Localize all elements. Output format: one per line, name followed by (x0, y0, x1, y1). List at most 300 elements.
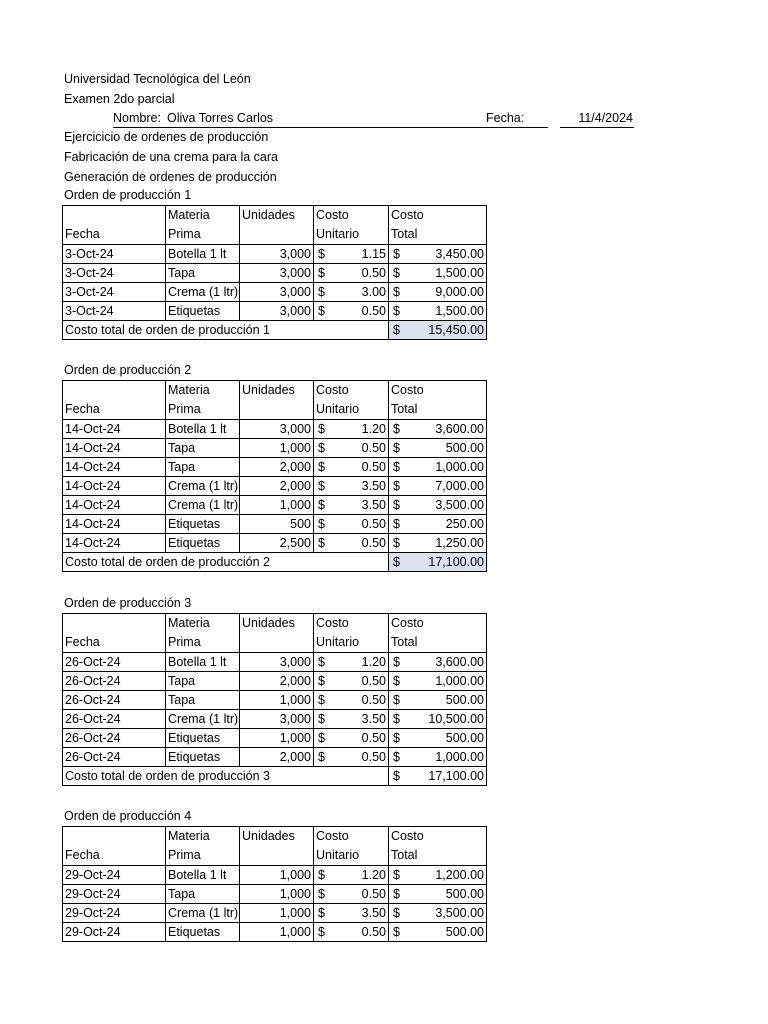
unidades-cell: 1,000 (240, 866, 314, 885)
costo-total-header-bottom: Total (389, 633, 487, 653)
costo-unitario-cell-value: 0.50 (361, 693, 386, 707)
fecha-cell: 14-Oct-24 (63, 477, 166, 496)
costo-total-header-bottom: Total (389, 400, 487, 420)
costo-total-cell-value: 1,000.00 (435, 460, 484, 474)
costo-total-cell-wrap (391, 923, 484, 941)
costo-total-cell-wrap (391, 302, 484, 320)
costo-unitario-cell-wrap (316, 904, 386, 922)
costo-unitario-cell-value: 1.20 (361, 655, 386, 669)
currency-symbol: $ (393, 731, 400, 745)
unidades-cell: 1,000 (240, 439, 314, 458)
header-row (63, 400, 487, 420)
university-name: Universidad Tecnológica del León (64, 72, 251, 86)
currency-symbol: $ (393, 304, 400, 318)
costo-unitario-header-top: Costo (314, 614, 389, 634)
fecha-header-top (63, 827, 166, 847)
order-total-label: Costo total de orden de producción 2 (63, 553, 389, 572)
currency-symbol: $ (393, 323, 400, 337)
costo-total-cell-wrap (391, 653, 484, 671)
table-row (63, 534, 487, 553)
order-total-cell-wrap (391, 553, 484, 571)
fecha-cell: 29-Oct-24 (63, 923, 166, 942)
currency-symbol: $ (393, 498, 400, 512)
exam-title: Examen 2do parcial (64, 92, 175, 106)
costo-total-header-bottom: Total (389, 846, 487, 866)
costo-total-cell-value: 500.00 (445, 441, 484, 455)
fecha-cell: 3-Oct-24 (63, 302, 166, 321)
table-row (63, 710, 487, 729)
header-row (63, 225, 487, 245)
costo-total-cell-wrap (391, 283, 484, 301)
header-row (63, 827, 487, 847)
unidades-cell: 2,500 (240, 534, 314, 553)
fecha-header-top (63, 381, 166, 401)
materia-cell: Tapa (166, 458, 240, 477)
costo-total-cell-value: 250.00 (445, 517, 484, 531)
currency-symbol: $ (393, 655, 400, 669)
costo-unitario-cell-wrap (316, 729, 386, 747)
order-title: Orden de producción 3 (64, 596, 192, 610)
unidades-cell: 1,000 (240, 923, 314, 942)
table-row (63, 923, 487, 942)
costo-unitario-cell-wrap (316, 439, 386, 457)
costo-unitario-cell-wrap (316, 710, 386, 728)
currency-symbol: $ (393, 460, 400, 474)
costo-total-cell-wrap (391, 672, 484, 690)
costo-unitario-cell-wrap (316, 885, 386, 903)
fecha-cell: 14-Oct-24 (63, 458, 166, 477)
fecha-header: Fecha (63, 633, 166, 653)
costo-total-cell-value: 7,000.00 (435, 479, 484, 493)
materia-header-top: Materia (166, 614, 240, 634)
costo-unitario-cell-value: 0.50 (361, 441, 386, 455)
table-row (63, 496, 487, 515)
fecha-cell: 29-Oct-24 (63, 904, 166, 923)
costo-unitario-cell-value: 0.50 (361, 731, 386, 745)
costo-total-cell-wrap (391, 866, 484, 884)
fecha-cell: 3-Oct-24 (63, 283, 166, 302)
table-row (63, 691, 487, 710)
materia-header-bottom: Prima (166, 633, 240, 653)
currency-symbol: $ (393, 555, 400, 569)
currency-symbol: $ (318, 517, 325, 531)
currency-symbol: $ (393, 285, 400, 299)
table-row (63, 439, 487, 458)
table-row (63, 904, 487, 923)
fecha-cell: 26-Oct-24 (63, 653, 166, 672)
fecha-header: Fecha (63, 846, 166, 866)
total-row (63, 767, 487, 786)
costo-total-cell-wrap (391, 477, 484, 495)
currency-symbol: $ (393, 925, 400, 939)
exercise-title: Ejercicicio de ordenes de producción (64, 130, 269, 144)
costo-total-cell-value: 500.00 (445, 925, 484, 939)
unidades-cell: 1,000 (240, 496, 314, 515)
costo-unitario-cell (314, 302, 389, 321)
currency-symbol: $ (318, 887, 325, 901)
currency-symbol: $ (393, 674, 400, 688)
costo-unitario-cell-wrap (316, 923, 386, 941)
materia-cell: Crema (1 ltr) (166, 496, 240, 515)
materia-header-top: Materia (166, 827, 240, 847)
currency-symbol: $ (318, 266, 325, 280)
costo-total-header-top: Costo (389, 206, 487, 226)
costo-total-cell (389, 885, 487, 904)
header-row (63, 381, 487, 401)
costo-unitario-cell (314, 691, 389, 710)
currency-symbol: $ (393, 769, 400, 783)
costo-total-cell-value: 1,200.00 (435, 868, 484, 882)
costo-total-cell (389, 477, 487, 496)
costo-total-cell-value: 500.00 (445, 887, 484, 901)
materia-cell: Tapa (166, 439, 240, 458)
fecha-header: Fecha (63, 400, 166, 420)
table-row (63, 477, 487, 496)
costo-total-cell (389, 534, 487, 553)
costo-unitario-cell-wrap (316, 496, 386, 514)
materia-cell: Etiquetas (166, 515, 240, 534)
currency-symbol: $ (318, 674, 325, 688)
fecha-header-top (63, 206, 166, 226)
costo-total-cell-wrap (391, 710, 484, 728)
materia-header-top: Materia (166, 206, 240, 226)
costo-total-cell (389, 729, 487, 748)
costo-unitario-cell-wrap (316, 672, 386, 690)
materia-cell: Crema (1 ltr) (166, 283, 240, 302)
costo-total-cell-wrap (391, 420, 484, 438)
costo-unitario-cell-value: 3.00 (361, 285, 386, 299)
materia-cell: Etiquetas (166, 729, 240, 748)
costo-unitario-header-bottom: Unitario (314, 633, 389, 653)
currency-symbol: $ (318, 460, 325, 474)
order-total-cell (389, 767, 487, 786)
costo-unitario-cell (314, 885, 389, 904)
table-row (63, 729, 487, 748)
currency-symbol: $ (318, 712, 325, 726)
costo-total-cell-wrap (391, 515, 484, 533)
unidades-header: Unidades (240, 827, 314, 847)
materia-cell: Crema (1 ltr) (166, 904, 240, 923)
costo-unitario-cell-value: 0.50 (361, 517, 386, 531)
order-total-cell-wrap (391, 767, 484, 785)
costo-total-cell (389, 653, 487, 672)
currency-symbol: $ (393, 712, 400, 726)
costo-total-header-bottom: Total (389, 225, 487, 245)
costo-total-cell (389, 904, 487, 923)
costo-unitario-cell-value: 1.20 (361, 868, 386, 882)
costo-total-cell (389, 866, 487, 885)
fecha-cell: 14-Oct-24 (63, 420, 166, 439)
fecha-underline (560, 127, 634, 128)
table-row (63, 283, 487, 302)
materia-cell: Botella 1 lt (166, 653, 240, 672)
costo-unitario-cell-wrap (316, 748, 386, 766)
unidades-cell: 3,000 (240, 264, 314, 283)
materia-header-bottom: Prima (166, 846, 240, 866)
costo-total-cell-value: 3,500.00 (435, 906, 484, 920)
costo-total-cell-value: 500.00 (445, 731, 484, 745)
currency-symbol: $ (393, 868, 400, 882)
materia-cell: Tapa (166, 885, 240, 904)
student-info-row (64, 108, 644, 128)
costo-unitario-cell-value: 1.20 (361, 422, 386, 436)
order-title: Orden de producción 2 (64, 363, 192, 377)
materia-header-top: Materia (166, 381, 240, 401)
order-title: Orden de producción 4 (64, 809, 192, 823)
costo-unitario-cell (314, 710, 389, 729)
table-row (63, 420, 487, 439)
costo-total-cell-value: 3,600.00 (435, 422, 484, 436)
costo-unitario-cell-wrap (316, 866, 386, 884)
costo-unitario-cell (314, 283, 389, 302)
unidades-cell: 2,000 (240, 672, 314, 691)
costo-unitario-cell (314, 748, 389, 767)
fecha-cell: 26-Oct-24 (63, 672, 166, 691)
table-row (63, 672, 487, 691)
unidades-header: Unidades (240, 206, 314, 226)
costo-total-cell (389, 710, 487, 729)
costo-total-cell-value: 3,500.00 (435, 498, 484, 512)
product-description: Fabricación de una crema para la cara (64, 150, 279, 164)
costo-unitario-cell (314, 245, 389, 264)
costo-unitario-cell-wrap (316, 515, 386, 533)
fecha-cell: 26-Oct-24 (63, 691, 166, 710)
unidades-cell: 2,000 (240, 477, 314, 496)
header-row (63, 846, 487, 866)
costo-total-cell-wrap (391, 458, 484, 476)
fecha-cell: 26-Oct-24 (63, 710, 166, 729)
currency-symbol: $ (393, 693, 400, 707)
unidades-cell: 1,000 (240, 691, 314, 710)
order-table (62, 613, 487, 786)
table-row (63, 515, 487, 534)
costo-total-cell (389, 496, 487, 515)
costo-total-cell-wrap (391, 245, 484, 263)
currency-symbol: $ (318, 655, 325, 669)
fecha-cell: 26-Oct-24 (63, 748, 166, 767)
currency-symbol: $ (318, 906, 325, 920)
costo-unitario-cell (314, 264, 389, 283)
costo-total-header-top: Costo (389, 827, 487, 847)
costo-unitario-cell (314, 923, 389, 942)
unidades-header-bottom (240, 400, 314, 420)
currency-symbol: $ (393, 887, 400, 901)
unidades-header-bottom (240, 225, 314, 245)
fecha-cell: 26-Oct-24 (63, 729, 166, 748)
materia-cell: Etiquetas (166, 923, 240, 942)
costo-total-cell (389, 420, 487, 439)
costo-unitario-cell (314, 672, 389, 691)
order-total-cell (389, 321, 487, 340)
costo-total-cell-wrap (391, 264, 484, 282)
costo-total-cell-value: 9,000.00 (435, 285, 484, 299)
materia-cell: Botella 1 lt (166, 245, 240, 264)
materia-cell: Botella 1 lt (166, 420, 240, 439)
order-total-cell-value: 15,450.00 (428, 323, 484, 337)
currency-symbol: $ (393, 479, 400, 493)
currency-symbol: $ (318, 422, 325, 436)
costo-unitario-cell-value: 0.50 (361, 674, 386, 688)
costo-unitario-cell-wrap (316, 691, 386, 709)
costo-unitario-cell-value: 3.50 (361, 479, 386, 493)
fecha-cell: 14-Oct-24 (63, 534, 166, 553)
order-title: Orden de producción 1 (64, 188, 192, 202)
costo-total-cell (389, 245, 487, 264)
table-row (63, 866, 487, 885)
nombre-label: Nombre: (113, 111, 161, 125)
currency-symbol: $ (318, 750, 325, 764)
costo-total-cell (389, 458, 487, 477)
costo-total-cell (389, 302, 487, 321)
costo-unitario-header-bottom: Unitario (314, 225, 389, 245)
unidades-cell: 3,000 (240, 283, 314, 302)
costo-unitario-cell-value: 0.50 (361, 536, 386, 550)
unidades-header-bottom (240, 633, 314, 653)
table-row (63, 653, 487, 672)
materia-header-bottom: Prima (166, 400, 240, 420)
materia-header-bottom: Prima (166, 225, 240, 245)
costo-total-cell-wrap (391, 729, 484, 747)
currency-symbol: $ (318, 304, 325, 318)
costo-unitario-cell-value: 0.50 (361, 887, 386, 901)
costo-unitario-header-bottom: Unitario (314, 846, 389, 866)
fecha-cell: 29-Oct-24 (63, 885, 166, 904)
currency-symbol: $ (318, 693, 325, 707)
costo-unitario-cell-wrap (316, 458, 386, 476)
nombre-value: Oliva Torres Carlos (167, 111, 274, 125)
costo-total-cell (389, 748, 487, 767)
materia-cell: Tapa (166, 264, 240, 283)
header-row (63, 206, 487, 226)
costo-total-cell (389, 691, 487, 710)
costo-total-cell-value: 1,500.00 (435, 304, 484, 318)
unidades-cell: 3,000 (240, 710, 314, 729)
currency-symbol: $ (393, 517, 400, 531)
currency-symbol: $ (318, 536, 325, 550)
costo-unitario-cell-value: 3.50 (361, 906, 386, 920)
table-row (63, 748, 487, 767)
currency-symbol: $ (318, 731, 325, 745)
costo-total-cell-wrap (391, 439, 484, 457)
fecha-header: Fecha (63, 225, 166, 245)
materia-cell: Etiquetas (166, 302, 240, 321)
order-total-label: Costo total de orden de producción 1 (63, 321, 389, 340)
unidades-cell: 500 (240, 515, 314, 534)
order-total-cell (389, 553, 487, 572)
unidades-cell: 1,000 (240, 885, 314, 904)
fecha-header-top (63, 614, 166, 634)
order-total-cell-value: 17,100.00 (428, 555, 484, 569)
costo-total-cell (389, 439, 487, 458)
costo-total-cell (389, 264, 487, 283)
fecha-cell: 14-Oct-24 (63, 496, 166, 515)
costo-total-cell-wrap (391, 748, 484, 766)
currency-symbol: $ (318, 868, 325, 882)
unidades-cell: 2,000 (240, 458, 314, 477)
materia-cell: Crema (1 ltr) (166, 477, 240, 496)
costo-unitario-cell (314, 515, 389, 534)
table-row (63, 264, 487, 283)
section-description: Generación de ordenes de producción (64, 170, 277, 184)
costo-unitario-cell (314, 866, 389, 885)
costo-total-cell-value: 10,500.00 (428, 712, 484, 726)
unidades-cell: 1,000 (240, 904, 314, 923)
currency-symbol: $ (393, 266, 400, 280)
costo-total-cell-wrap (391, 904, 484, 922)
order-table (62, 380, 487, 572)
costo-unitario-cell (314, 477, 389, 496)
unidades-cell: 3,000 (240, 245, 314, 264)
table-row (63, 302, 487, 321)
fecha-cell: 29-Oct-24 (63, 866, 166, 885)
unidades-cell: 3,000 (240, 420, 314, 439)
costo-unitario-cell-wrap (316, 245, 386, 263)
currency-symbol: $ (318, 247, 325, 261)
costo-unitario-cell-value: 0.50 (361, 750, 386, 764)
costo-unitario-cell (314, 729, 389, 748)
costo-total-cell (389, 515, 487, 534)
fecha-cell: 3-Oct-24 (63, 264, 166, 283)
total-row (63, 553, 487, 572)
costo-unitario-cell (314, 496, 389, 515)
costo-unitario-cell-value: 1.15 (361, 247, 386, 261)
currency-symbol: $ (393, 422, 400, 436)
costo-total-cell-value: 3,600.00 (435, 655, 484, 669)
costo-unitario-cell-wrap (316, 264, 386, 282)
costo-unitario-cell (314, 653, 389, 672)
costo-unitario-cell (314, 458, 389, 477)
costo-total-cell-value: 1,000.00 (435, 750, 484, 764)
costo-unitario-header-bottom: Unitario (314, 400, 389, 420)
table-row (63, 458, 487, 477)
costo-total-cell-wrap (391, 534, 484, 552)
costo-total-cell-wrap (391, 691, 484, 709)
costo-unitario-cell (314, 439, 389, 458)
costo-unitario-cell-wrap (316, 534, 386, 552)
unidades-header: Unidades (240, 381, 314, 401)
currency-symbol: $ (393, 536, 400, 550)
currency-symbol: $ (318, 441, 325, 455)
costo-total-cell-value: 1,250.00 (435, 536, 484, 550)
currency-symbol: $ (318, 498, 325, 512)
costo-unitario-cell (314, 534, 389, 553)
currency-symbol: $ (393, 906, 400, 920)
materia-cell: Etiquetas (166, 748, 240, 767)
unidades-cell: 2,000 (240, 748, 314, 767)
materia-cell: Crema (1 ltr) (166, 710, 240, 729)
costo-total-cell (389, 923, 487, 942)
unidades-header-bottom (240, 846, 314, 866)
costo-total-cell (389, 283, 487, 302)
table-row (63, 885, 487, 904)
fecha-cell: 14-Oct-24 (63, 515, 166, 534)
order-table (62, 205, 487, 340)
materia-cell: Tapa (166, 672, 240, 691)
materia-cell: Botella 1 lt (166, 866, 240, 885)
costo-unitario-cell-value: 0.50 (361, 460, 386, 474)
total-row (63, 321, 487, 340)
costo-total-cell (389, 672, 487, 691)
costo-unitario-cell-wrap (316, 420, 386, 438)
header-row (63, 614, 487, 634)
table-row (63, 245, 487, 264)
costo-total-header-top: Costo (389, 381, 487, 401)
costo-total-header-top: Costo (389, 614, 487, 634)
fecha-cell: 14-Oct-24 (63, 439, 166, 458)
unidades-cell: 1,000 (240, 729, 314, 748)
order-total-label: Costo total de orden de producción 3 (63, 767, 389, 786)
order-total-cell-wrap (391, 321, 484, 339)
